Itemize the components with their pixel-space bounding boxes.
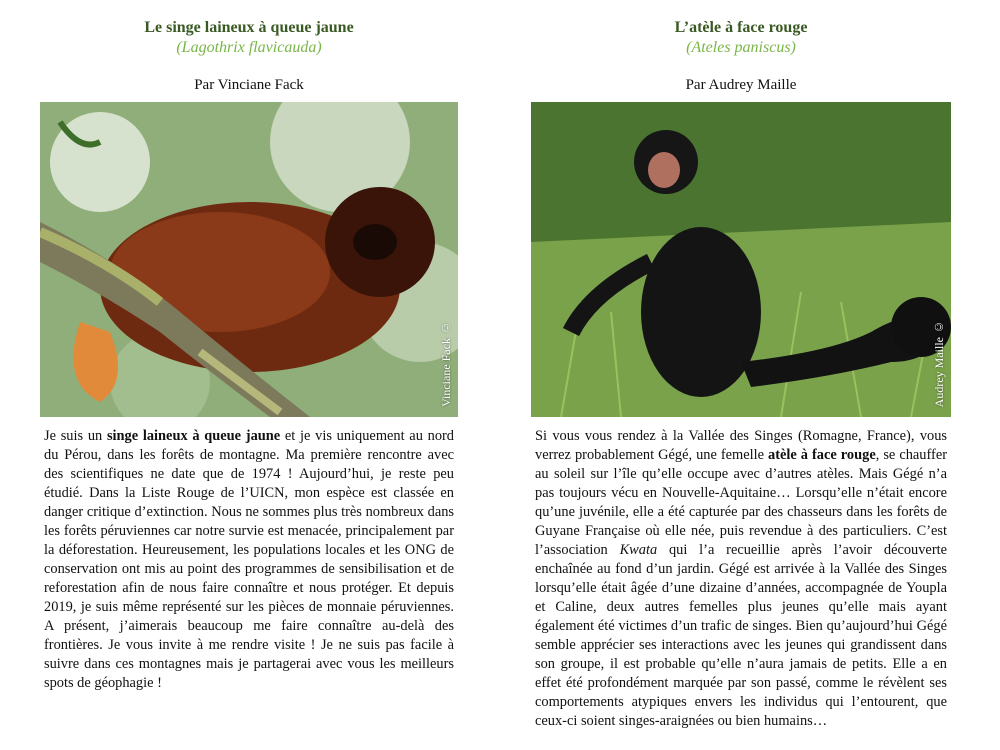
photo-credit: Vinciane Fack © <box>439 321 453 407</box>
woolly-monkey-photo <box>40 102 458 417</box>
article-title: Le singe laineux à queue jaune <box>144 19 354 36</box>
body-text: qui l’a recueillie après l’avoir découverte enchaînée au fond d’un jardin. Gégé est arrivée à la Vallée des Singes lorsqu’elle était âgée d’une dizaine d’années, accompagnée de Youpla et Caline, deux autres femelles plus jeunes qu’elle mais ayant également été victimes d’un trafic de singes. Bien qu’aujourd’hui Gégé semble apprécier ses interactions avec les jeunes qui grandissent dans son groupe, il est probable qu’elle n’aura jamais de petits. Elle a en effet été profondément marquée par son passé, comme le révèlent ses comportements atypiques envers les individus qui l’entourent, que ceux-ci soient singes-araignées ou bien humains… <box>535 542 947 729</box>
body-text: et je vis uniquement au nord du Pérou, dans les forêts de montagne. Ma première rencontre avec des scientifiques ne date que de 1974 ! Aujourd’hui, je reste peu étudié. Dans la Liste Rouge de l’UICN, mon espèce est classée en danger critique d’extinction. Nous ne sommes plus très nombreux dans les forêts péruviennes car notre survie est menacée, principalement par la déforestation. Heureusement, les populations locales et les ONG de conservation ont mis au point des programmes de sensibilisation et de reforestation afin de nous faire connaître et nous protéger. Et depuis 2019, je suis même représenté sur les pièces de monnaie péruviennes. A présent, j’aimerais beaucoup me faire connaître au-delà des frontières. Je vous invite à me rendre visite ! Je ne suis pas facile à suivre dans ces montagnes mais je partagerai avec vous les meilleurs spots de géophagie ! <box>44 428 454 691</box>
woolly-monkey-illustration <box>40 102 458 417</box>
species-name-bold: singe laineux à queue jaune <box>106 428 281 444</box>
author-byline: Par Audrey Maille <box>685 77 797 93</box>
photo-credit: Audrey Maille © <box>932 319 946 407</box>
author-byline: Par Vinciane Fack <box>194 77 304 93</box>
left-article <box>40 0 458 693</box>
latin-name: (Lagothrix flavicauda) <box>176 39 322 56</box>
article-body <box>40 427 458 693</box>
article-title: L’atèle à face rouge <box>674 19 808 36</box>
species-name-bold: atèle à face rouge <box>768 447 876 463</box>
spider-monkey-illustration <box>531 102 951 417</box>
right-article <box>531 0 951 731</box>
latin-name: (Ateles paniscus) <box>686 39 796 56</box>
spider-monkey-photo <box>531 102 951 417</box>
body-text: Je suis un <box>44 428 107 444</box>
association-name-italic: Kwata <box>619 542 658 558</box>
article-body <box>531 427 951 731</box>
body-text: Si vous vous rendez à la Vallée des Singes (Romagne, France), vous verrez probablement Gégé, une femelle <box>535 428 947 463</box>
body-text: , se chauffer au soleil sur l’île qu’elle occupe avec d’autres atèles. Mais Gégé n’a pas toujours vécu en Nouvelle-Aquitaine… Lorsqu’elle n’était encore qu’une juvénile, elle a été capturée par des chasseurs dans les forêts de Guyane Française où elle née, puis revendue à des particuliers. C’est l’association <box>535 447 948 558</box>
